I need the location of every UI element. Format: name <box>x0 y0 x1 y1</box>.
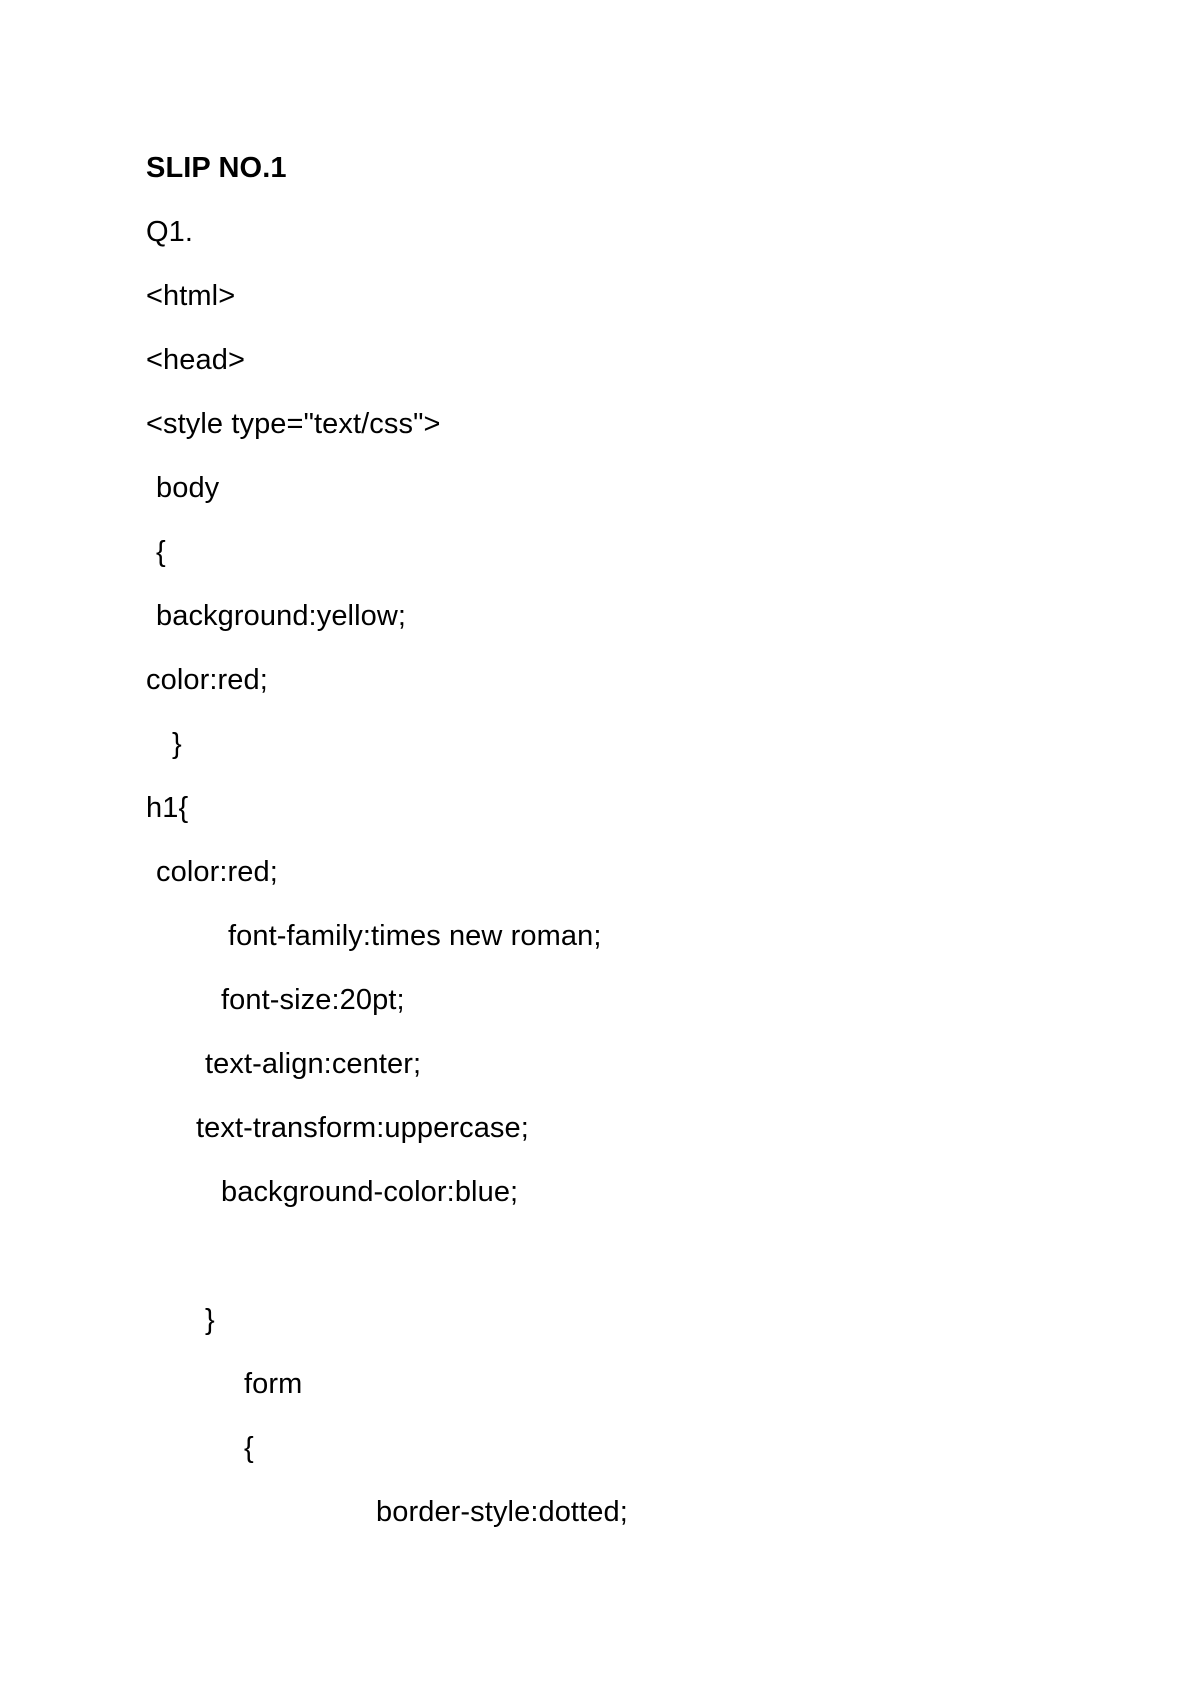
code-line: font-family:times new roman; <box>228 920 602 952</box>
code-line: h1{ <box>146 792 189 824</box>
code-line: font-size:20pt; <box>221 984 405 1016</box>
question-label: Q1. <box>146 216 194 248</box>
code-line: body <box>156 472 220 504</box>
code-line: { <box>244 1432 254 1464</box>
code-line: } <box>172 728 182 760</box>
code-line: background:yellow; <box>156 600 407 632</box>
code-line: <head> <box>146 344 245 376</box>
code-line: text-transform:uppercase; <box>196 1112 529 1144</box>
code-line: background-color:blue; <box>221 1176 519 1208</box>
code-line: { <box>156 536 166 568</box>
code-line: } <box>205 1304 215 1336</box>
code-line: color:red; <box>156 856 278 888</box>
slip-title: SLIP NO.1 <box>146 152 287 184</box>
code-line: <html> <box>146 280 236 312</box>
code-line: form <box>244 1368 303 1400</box>
code-line: color:red; <box>146 664 268 696</box>
code-line: <style type="text/css"> <box>146 408 441 440</box>
code-line: text-align:center; <box>205 1048 422 1080</box>
code-line: border-style:dotted; <box>376 1496 628 1528</box>
